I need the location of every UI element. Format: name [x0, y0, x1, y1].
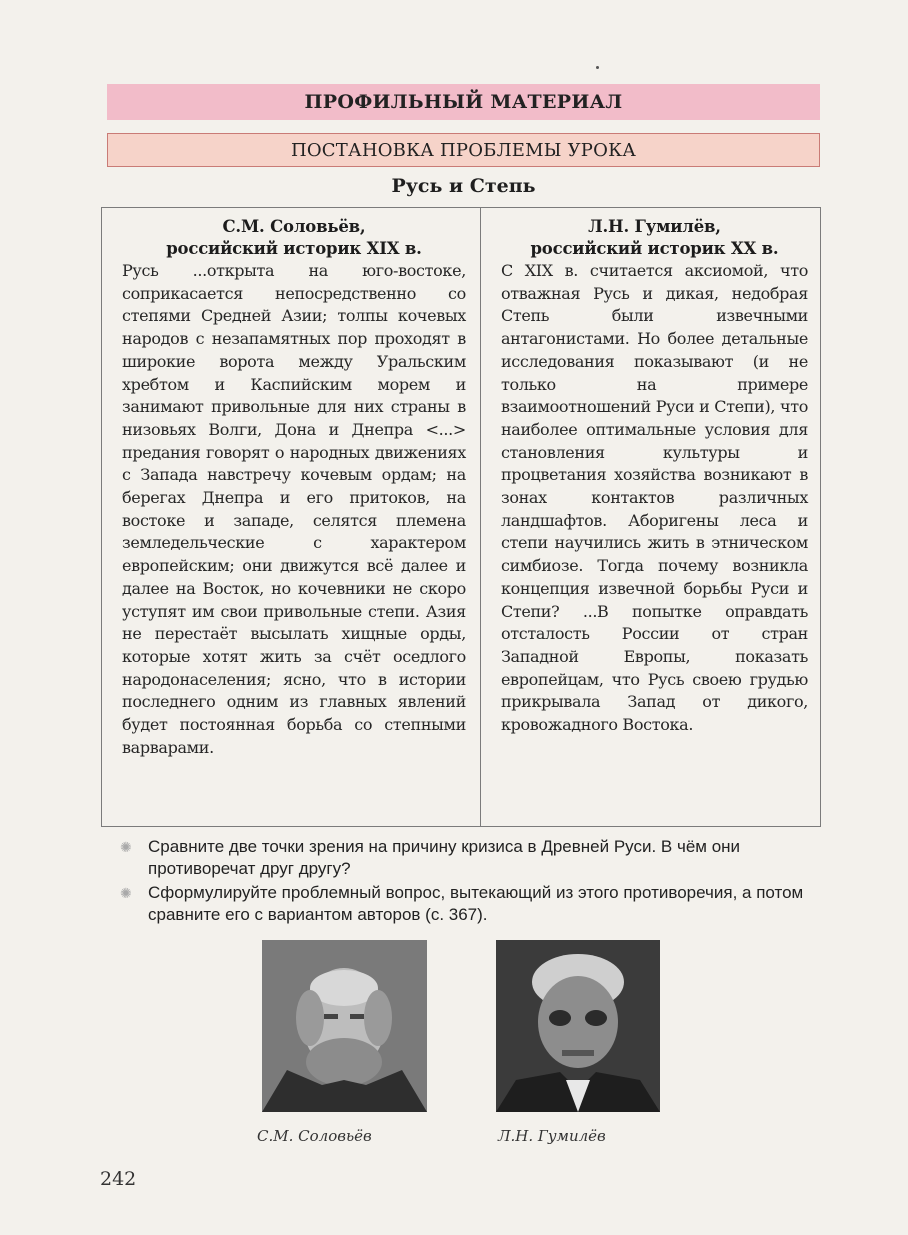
section-title: Русь и Степь — [391, 175, 536, 197]
caption-soloviev: С.М. Соловьёв — [257, 1127, 372, 1145]
lesson-problem-label: ПОСТАНОВКА ПРОБЛЕМЫ УРОКА — [290, 139, 637, 161]
author-name-gumilev: Л.Н. Гумилёв, — [588, 217, 721, 236]
column-soloviev — [102, 208, 481, 826]
page-number: 242 — [100, 1168, 137, 1190]
bullet-icon: ✺ — [120, 885, 132, 901]
profile-material-banner — [107, 84, 820, 120]
comparison-table — [101, 207, 821, 827]
author-role-gumilev: российский историк XX в. — [530, 239, 779, 258]
profile-material-label: ПРОФИЛЬНЫЙ МАТЕРИАЛ — [304, 91, 623, 113]
print-speck — [596, 66, 599, 69]
author-role-soloviev: российский историк XIX в. — [166, 239, 422, 258]
questions-list — [120, 836, 840, 928]
caption-gumilev: Л.Н. Гумилёв — [498, 1127, 606, 1145]
portrait-gumilev-drawing — [496, 940, 660, 1112]
portrait-gumilev — [496, 940, 660, 1112]
question-text: Сформулируйте проблемный вопрос, вытекающий из этого противоречия, а потом сравните его с вариантом авторов (с. 367). — [148, 883, 804, 924]
question-item — [120, 882, 840, 926]
column-gumilev — [481, 208, 820, 826]
quote-soloviev: Русь ...открыта на юго-востоке, соприкасается непосредственно со степями Средней Азии; толпы кочевых народов с незапамятных пор проходят в широкие ворота между Уральским хребтом и Каспийским морем и занимают привольные для них страны в низовьях Волги, Дона и Днепра <...> предания говорят о народных движениях с Запада навстречу кочевым ордам; на берегах Днепра и его притоков, на востоке и западе, селятся племена земледельческие с характером европейским; они движутся всё далее и далее на Восток, но кочевники не скоро уступят им свои привольные степи. Азия не перестаёт высылать хищные орды, которые хотят жить за счёт оседлого народонаселения; ясно, что в истории последнего одним из главных явлений будет постоянная борьба со степными варварами. — [122, 261, 466, 757]
portrait-soloviev — [262, 940, 427, 1112]
question-text: Сравните две точки зрения на причину кризиса в Древней Руси. В чём они противоречат друг другу? — [148, 837, 741, 878]
author-name-soloviev: С.М. Соловьёв, — [222, 217, 366, 236]
question-item — [120, 836, 840, 880]
bullet-icon: ✺ — [120, 839, 132, 855]
quote-gumilev: С XIX в. считается аксиомой, что отважная Русь и дикая, недобрая Степь были извечными антагонистами. Но более детальные исследования показывают (и не только на примере взаимоотношений Руси и Степи), что наиболее оптимальные условия для становления культуры и процветания хозяйства возникают в зонах контактов различных ландшафтов. Аборигены леса и степи научились жить в этническом симбиозе. Тогда почему возникла концепция извечной борьбы Руси и Степи? ...В попытке оправдать отсталость России от стран Западной Европы, показать европейцам, что Русь своею грудью прикрывала Запад от дикого, кровожадного Востока. — [500, 261, 808, 735]
lesson-problem-banner — [107, 133, 820, 167]
portrait-soloviev-drawing — [262, 940, 427, 1112]
